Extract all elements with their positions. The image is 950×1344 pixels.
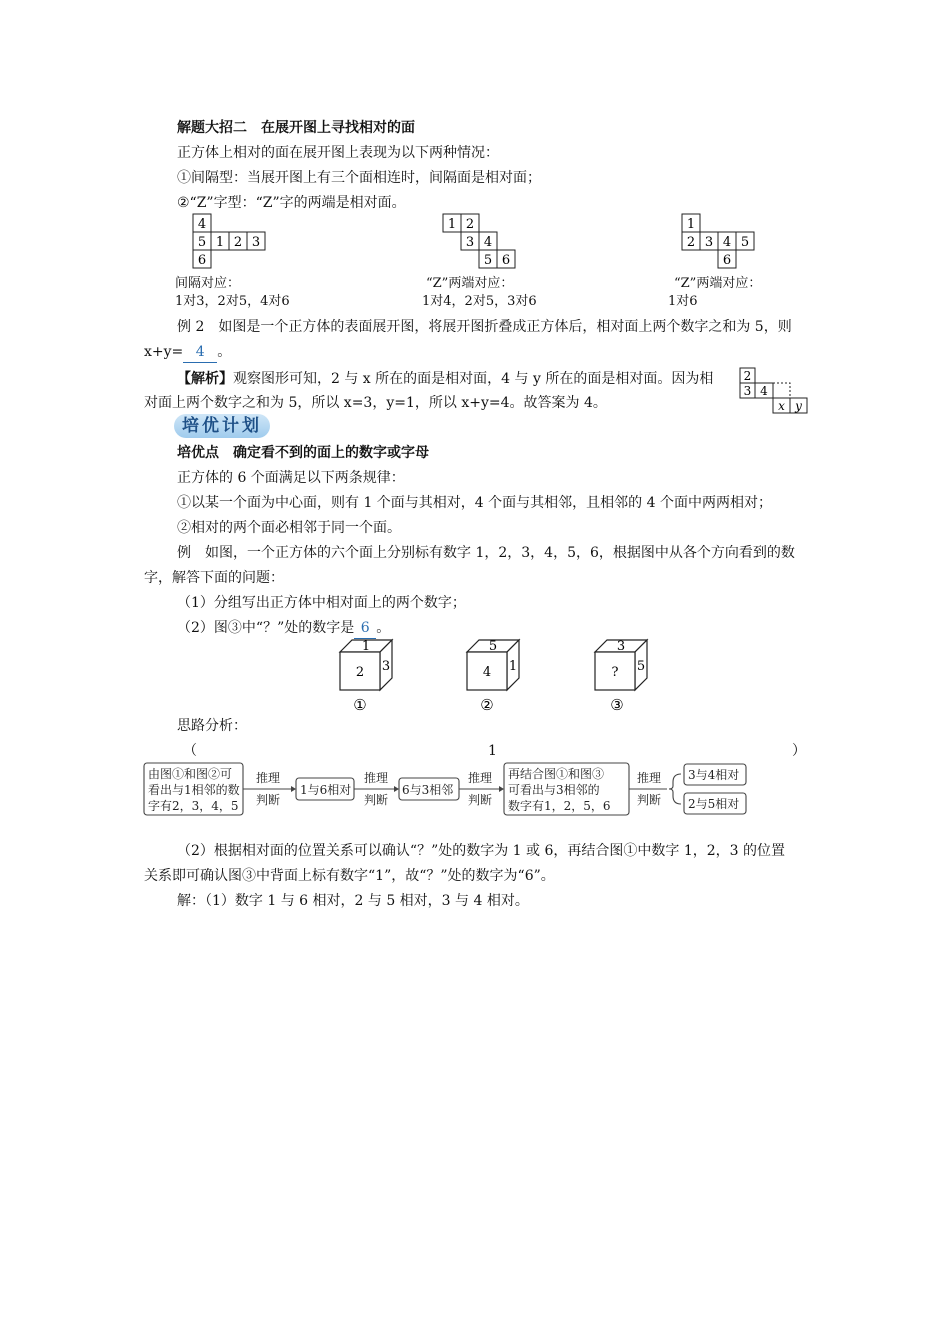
net-cell: 5 xyxy=(197,235,207,250)
section-intro: 正方体上相对的面在展开图上表现为以下两种情况： xyxy=(177,145,499,161)
net-cell: 3 xyxy=(251,235,261,250)
rule-2: ②相对的两个面必相邻于同一个面。 xyxy=(177,520,401,536)
analysis-text xyxy=(177,369,713,389)
cube-label: ③ xyxy=(610,696,624,714)
net-cell: 1 xyxy=(686,217,696,232)
expression: x+y= xyxy=(144,344,184,360)
net-label: 2 xyxy=(743,369,752,383)
net-cell: 3 xyxy=(704,235,714,250)
question-2-text: （2）图③中“？”处的数字是 xyxy=(177,620,355,636)
net-cell: 6 xyxy=(501,253,511,268)
flow-box4-line: 再结合图①和图③ xyxy=(508,767,605,781)
net-cell: 2 xyxy=(686,235,696,250)
answer-blank: 4 xyxy=(183,342,217,363)
net-cell: 4 xyxy=(722,235,732,250)
question-2 xyxy=(177,618,390,639)
flow-arrow-label: 推理 xyxy=(364,771,389,785)
paren-left: （ xyxy=(183,743,197,759)
net-caption: 1对6 xyxy=(668,294,698,309)
net-cell: 2 xyxy=(233,235,243,250)
net-cell: 3 xyxy=(465,235,475,250)
net-cell: 1 xyxy=(215,235,225,250)
flow-arrow-label: 推理 xyxy=(637,771,662,785)
net-cell: 6 xyxy=(197,253,207,268)
section-banner: 培优计划 xyxy=(174,414,270,438)
analysis-text-2: 对面上两个数字之和为 5，所以 x=3，y=1，所以 x+y=4。故答案为 4。 xyxy=(144,395,607,411)
net-label: y xyxy=(795,399,802,413)
example2-answer-line xyxy=(144,342,231,363)
net-label: 3 xyxy=(743,384,752,398)
cube-net-z xyxy=(443,214,523,270)
net-caption: 1对3，2对5，4对6 xyxy=(175,294,290,309)
net-cell: 5 xyxy=(483,253,493,268)
cube-front: 4 xyxy=(482,665,492,680)
cube-top: 1 xyxy=(361,639,371,654)
net-caption: 1对4，2对5，3对6 xyxy=(422,294,537,309)
net-cell: 4 xyxy=(197,217,207,232)
cube-view-1 xyxy=(336,638,396,713)
case-interval: ①间隔型：当展开图上有三个面相连时，间隔面是相对面； xyxy=(177,170,541,186)
cube-label: ② xyxy=(480,696,494,714)
net-cell: 1 xyxy=(447,217,457,232)
flow-arrow-label: 判断 xyxy=(468,793,493,807)
case-z: ②“Z”字型：“Z”字的两端是相对面。 xyxy=(177,195,406,211)
cube-front: ? xyxy=(611,665,619,680)
net-cell: 5 xyxy=(740,235,750,250)
net-cell: 4 xyxy=(483,235,493,250)
net-cell: 6 xyxy=(722,253,732,268)
section-title: 解题大招二 在展开图上寻找相对的面 xyxy=(177,120,415,136)
net-cell: 2 xyxy=(465,217,475,232)
net-caption: “Z”两端对应： xyxy=(674,276,762,291)
part2-text-2: 关系即可确认图③中背面上标有数字“1”，故“？”处的数字为“6”。 xyxy=(144,868,555,884)
example2-net xyxy=(740,368,810,416)
flow-box2: 1与6相对 xyxy=(300,783,352,797)
analysis-body: 观察图形可知，2 与 x 所在的面是相对面，4 与 y 所在的面是相对面。因为相 xyxy=(233,371,714,387)
net-caption: 间隔对应： xyxy=(175,276,241,291)
solution-text: 解：（1）数字 1 与 6 相对，2 与 5 相对，3 与 4 相对。 xyxy=(177,893,529,909)
rule-1: ①以某一个面为中心面，则有 1 个面与其相对，4 个面与其相邻，且相邻的 4 个面中两两相对； xyxy=(177,495,772,511)
flow-arrow-label: 判断 xyxy=(256,793,281,807)
question-1: （1）分组写出正方体中相对面上的两个数字； xyxy=(177,595,466,611)
analysis-tag: 【解析】 xyxy=(177,371,233,387)
flow-box1-line: 由图①和图②可 xyxy=(148,767,233,781)
flow-arrow-label: 推理 xyxy=(256,771,281,785)
cube-top: 3 xyxy=(616,639,626,654)
cube-right: 5 xyxy=(636,659,646,674)
cube-net-z-long xyxy=(682,214,762,270)
net-label: 4 xyxy=(760,384,768,398)
flow-box1-line: 字有2，3，4，5 xyxy=(148,799,239,813)
flow-arrow-label: 推理 xyxy=(468,771,493,785)
flow-arrow-label: 判断 xyxy=(364,793,389,807)
net-label: x xyxy=(778,399,785,413)
cube-front: 2 xyxy=(355,665,365,680)
cube-label: ① xyxy=(353,696,367,714)
flow-diagram xyxy=(143,758,753,820)
flow-box1-line: 看出与1相邻的数 xyxy=(148,783,240,797)
cube-view-2 xyxy=(463,638,523,713)
example2-text: 例 2 如图是一个正方体的表面展开图，将展开图折叠成正方体后，相对面上两个数字之和为 5，则 xyxy=(177,319,792,335)
flow-box4-line: 可看出与3相邻的 xyxy=(508,783,600,797)
example-text-2: 字，解答下面的问题： xyxy=(144,570,284,586)
cube-net-interval xyxy=(193,214,273,270)
net-caption: “Z”两端对应： xyxy=(426,276,514,291)
flow-result: 2与5相对 xyxy=(688,797,740,811)
analysis-heading: 思路分析： xyxy=(177,718,247,734)
flow-arrow-label: 判断 xyxy=(637,793,662,807)
example-text: 例 如图，一个正方体的六个面上分别标有数字 1，2，3，4，5，6，根据图中从各个方向看到的数 xyxy=(177,545,795,561)
paren-number: 1 xyxy=(488,743,497,759)
cube-right: 3 xyxy=(381,659,391,674)
section2-intro: 正方体的 6 个面满足以下两条规律： xyxy=(177,470,405,486)
cube-right: 1 xyxy=(508,659,518,674)
cube-top: 5 xyxy=(488,639,498,654)
punct: 。 xyxy=(217,344,232,360)
cube-view-3 xyxy=(591,638,651,713)
flow-box3: 6与3相邻 xyxy=(402,783,454,797)
punct: 。 xyxy=(376,620,391,636)
part2-text: （2）根据相对面的位置关系可以确认“？”处的数字为 1 或 6，再结合图①中数字 1，2，3 的位置 xyxy=(177,843,786,859)
section2-title: 培优点 确定看不到的面上的数字或字母 xyxy=(177,445,429,461)
flow-result: 3与4相对 xyxy=(688,768,740,782)
answer-blank: 6 xyxy=(354,618,376,639)
paren-right: ） xyxy=(792,743,806,759)
flow-box4-line: 数字有1，2，5，6 xyxy=(508,799,611,813)
